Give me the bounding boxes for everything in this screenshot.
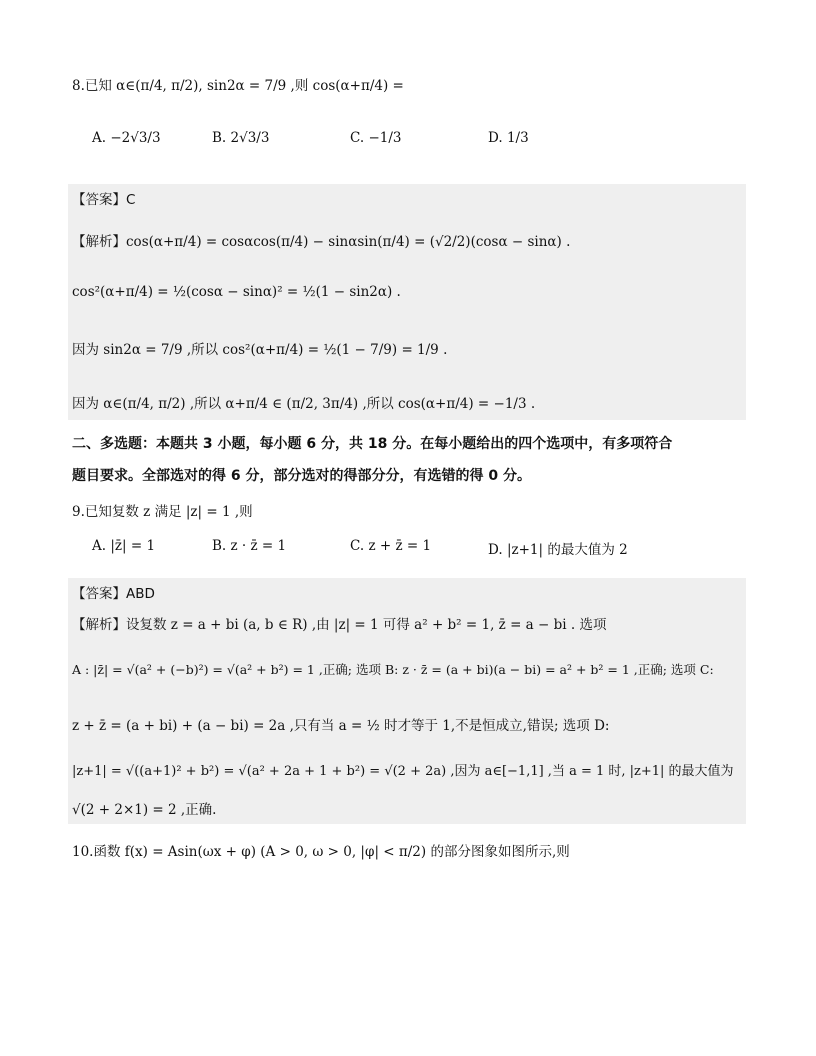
q9-analysis-line-2: A : |z̄| = √(a² + (−b)²) = √(a² + b²) = 1 ,正确; 选项 B: z · z̄ = (a + bi)(a − bi) = a² + b² = 1 ,正确; 选项 C: (72, 662, 714, 677)
q8-solution-block (68, 184, 746, 420)
q9-analysis-line-4: |z+1| = √((a+1)² + b²) = √(a² + 2a + 1 + b²) = √(2 + 2a) ,因为 a∈[−1,1] ,当 a = 1 时, |z+1| 的最大值为 (72, 764, 734, 779)
q9-stem: 9.已知复数 z 满足 |z| = 1 ,则 (72, 504, 253, 520)
q8-analysis-line-1: 【解析】cos(α+π/4) = cosαcos(π/4) − sinαsin(π/4) = (√2/2)(cosα − sinα) . (72, 234, 571, 250)
q8-analysis-line-3: 因为 sin2α = 7/9 ,所以 cos²(α+π/4) = ½(1 − 7/9) = 1/9 . (72, 342, 448, 358)
q9-answer: 【答案】ABD (72, 586, 155, 602)
q8-option-d: D. 1/3 (488, 130, 529, 146)
q8-option-c: C. −1/3 (350, 130, 402, 146)
q9-analysis-line-5: √(2 + 2×1) = 2 ,正确. (72, 802, 217, 818)
q8-analysis-line-4: 因为 α∈(π/4, π/2) ,所以 α+π/4 ∈ (π/2, 3π/4) ,所以 cos(α+π/4) = −1/3 . (72, 396, 536, 412)
q9-analysis-line-1: 【解析】设复数 z = a + bi (a, b ∈ R) ,由 |z| = 1 可得 a² + b² = 1, z̄ = a − bi . 选项 (72, 617, 607, 633)
section-2-heading-line-1: 二、多选题：本题共 3 小题，每小题 6 分，共 18 分。在每小题给出的四个选项中，有多项符合 (72, 436, 673, 452)
section-2-heading-line-2: 题目要求。全部选对的得 6 分，部分选对的得部分分，有选错的得 0 分。 (72, 468, 531, 484)
q9-option-c: C. z + z̄ = 1 (350, 538, 432, 554)
q10-stem: 10.函数 f(x) = Asin(ωx + φ) (A > 0, ω > 0, |φ| < π/2) 的部分图象如图所示,则 (72, 844, 570, 860)
q8-stem: 8.已知 α∈(π/4, π/2), sin2α = 7/9 ,则 cos(α+π/4) = (72, 78, 404, 94)
q9-option-b: B. z · z̄ = 1 (212, 538, 287, 554)
q8-answer: 【答案】C (72, 192, 136, 208)
q8-option-b: B. 2√3/3 (212, 130, 270, 146)
q8-option-a: A. −2√3/3 (92, 130, 161, 146)
q8-analysis-line-2: cos²(α+π/4) = ½(cosα − sinα)² = ½(1 − sin2α) . (72, 284, 401, 300)
q9-option-a: A. |z̄| = 1 (92, 538, 156, 554)
q9-analysis-line-3: z + z̄ = (a + bi) + (a − bi) = 2a ,只有当 a = ½ 时才等于 1,不是恒成立,错误; 选项 D: (72, 718, 610, 734)
q9-option-d: D. |z+1| 的最大值为 2 (488, 542, 628, 558)
